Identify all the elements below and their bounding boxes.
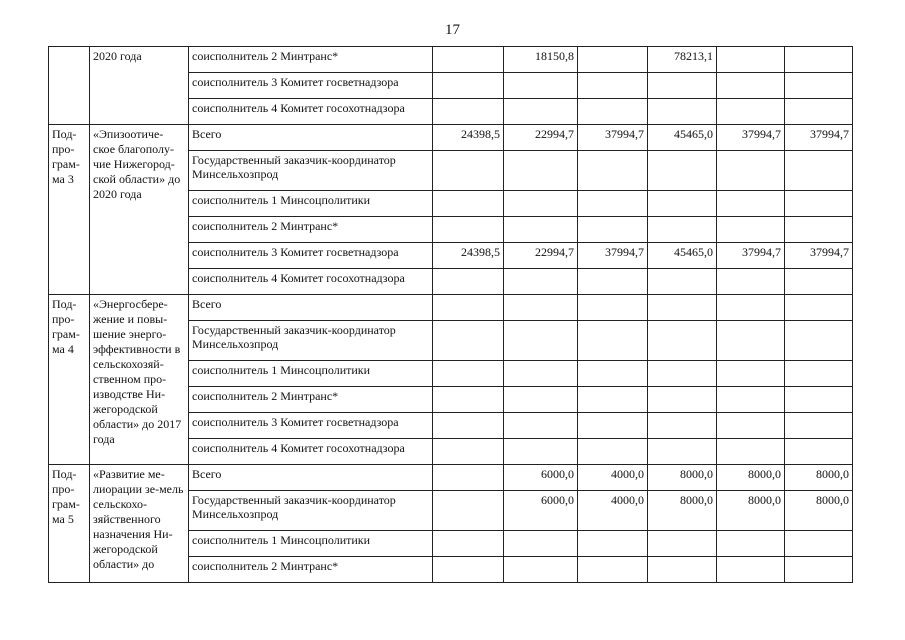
value-cell bbox=[578, 557, 648, 583]
value-cell bbox=[717, 361, 785, 387]
value-cell bbox=[785, 295, 853, 321]
value-cell bbox=[648, 531, 717, 557]
table-row bbox=[49, 47, 853, 73]
value-cell bbox=[433, 465, 504, 491]
executor-cell: соисполнитель 3 Комитет госветнадзора bbox=[189, 413, 433, 439]
value-cell: 78213,1 bbox=[648, 47, 717, 73]
subprogram-name: «Развитие ме-лиорации зе-мель сельскохо-зяйственного назначения Ни-жегородской области» до bbox=[90, 465, 189, 583]
value-cell bbox=[578, 99, 648, 125]
value-cell bbox=[433, 413, 504, 439]
subprogram-label: Под-про-грам-ма 3 bbox=[49, 125, 90, 295]
executor-cell: соисполнитель 3 Комитет госветнадзора bbox=[189, 73, 433, 99]
value-cell bbox=[433, 217, 504, 243]
executor-cell: соисполнитель 2 Минтранс* bbox=[189, 217, 433, 243]
subprogram-label: Под-про-грам-ма 4 bbox=[49, 295, 90, 465]
value-cell bbox=[717, 531, 785, 557]
value-cell bbox=[433, 295, 504, 321]
value-cell bbox=[648, 413, 717, 439]
value-cell bbox=[504, 557, 578, 583]
value-cell: 37994,7 bbox=[578, 125, 648, 151]
value-cell bbox=[433, 361, 504, 387]
subprogram-label: Под-про-грам-ма 5 bbox=[49, 465, 90, 583]
value-cell bbox=[648, 151, 717, 191]
value-cell bbox=[504, 387, 578, 413]
executor-cell: соисполнитель 2 Минтранс* bbox=[189, 557, 433, 583]
value-cell bbox=[717, 321, 785, 361]
value-cell bbox=[717, 99, 785, 125]
budget-table bbox=[48, 46, 853, 583]
value-cell: 37994,7 bbox=[717, 125, 785, 151]
value-cell bbox=[504, 217, 578, 243]
executor-cell: Всего bbox=[189, 465, 433, 491]
value-cell bbox=[578, 73, 648, 99]
value-cell: 8000,0 bbox=[785, 465, 853, 491]
value-cell bbox=[433, 99, 504, 125]
value-cell: 37994,7 bbox=[578, 243, 648, 269]
value-cell bbox=[648, 439, 717, 465]
executor-cell: Всего bbox=[189, 125, 433, 151]
value-cell: 45465,0 bbox=[648, 125, 717, 151]
executor-cell: соисполнитель 1 Минсоцполитики bbox=[189, 531, 433, 557]
value-cell bbox=[504, 295, 578, 321]
value-cell bbox=[648, 321, 717, 361]
table-row bbox=[49, 295, 853, 321]
value-cell bbox=[785, 99, 853, 125]
value-cell bbox=[717, 295, 785, 321]
value-cell bbox=[433, 73, 504, 99]
value-cell bbox=[648, 73, 717, 99]
executor-cell: Всего bbox=[189, 295, 433, 321]
value-cell bbox=[578, 531, 648, 557]
value-cell bbox=[433, 557, 504, 583]
value-cell bbox=[648, 191, 717, 217]
executor-cell: соисполнитель 2 Минтранс* bbox=[189, 47, 433, 73]
value-cell bbox=[578, 439, 648, 465]
value-cell bbox=[578, 47, 648, 73]
value-cell: 8000,0 bbox=[785, 491, 853, 531]
value-cell bbox=[785, 557, 853, 583]
value-cell: 37994,7 bbox=[785, 243, 853, 269]
page-number: 17 bbox=[445, 22, 460, 38]
value-cell: 22994,7 bbox=[504, 125, 578, 151]
executor-cell: соисполнитель 1 Минсоцполитики bbox=[189, 191, 433, 217]
value-cell: 22994,7 bbox=[504, 243, 578, 269]
value-cell bbox=[578, 321, 648, 361]
value-cell bbox=[578, 295, 648, 321]
executor-cell: соисполнитель 2 Минтранс* bbox=[189, 387, 433, 413]
value-cell bbox=[578, 269, 648, 295]
value-cell bbox=[785, 191, 853, 217]
value-cell bbox=[785, 361, 853, 387]
subprogram-label bbox=[49, 47, 90, 125]
value-cell bbox=[433, 439, 504, 465]
value-cell bbox=[648, 557, 717, 583]
table-row bbox=[49, 125, 853, 151]
value-cell: 18150,8 bbox=[504, 47, 578, 73]
value-cell bbox=[785, 439, 853, 465]
value-cell bbox=[785, 47, 853, 73]
value-cell: 37994,7 bbox=[785, 125, 853, 151]
value-cell bbox=[433, 191, 504, 217]
subprogram-name: 2020 года bbox=[90, 47, 189, 125]
value-cell bbox=[648, 295, 717, 321]
subprogram-name: «Эпизоотиче-ское благополу-чие Нижегород-ской области» до 2020 года bbox=[90, 125, 189, 295]
value-cell bbox=[433, 151, 504, 191]
value-cell bbox=[717, 557, 785, 583]
value-cell: 24398,5 bbox=[433, 125, 504, 151]
value-cell bbox=[433, 491, 504, 531]
executor-cell: Государственный заказчик-координатор Минсельхозпрод bbox=[189, 491, 433, 531]
value-cell bbox=[648, 99, 717, 125]
value-cell bbox=[504, 151, 578, 191]
value-cell bbox=[504, 439, 578, 465]
executor-cell: Государственный заказчик-координатор Минсельхозпрод bbox=[189, 321, 433, 361]
executor-cell: Государственный заказчик-координатор Минсельхозпрод bbox=[189, 151, 433, 191]
value-cell bbox=[433, 269, 504, 295]
value-cell bbox=[648, 217, 717, 243]
table-row bbox=[49, 465, 853, 491]
value-cell bbox=[785, 531, 853, 557]
value-cell: 8000,0 bbox=[648, 491, 717, 531]
value-cell bbox=[785, 269, 853, 295]
value-cell bbox=[504, 321, 578, 361]
value-cell: 8000,0 bbox=[648, 465, 717, 491]
value-cell bbox=[717, 217, 785, 243]
value-cell bbox=[578, 191, 648, 217]
value-cell: 37994,7 bbox=[717, 243, 785, 269]
value-cell bbox=[504, 99, 578, 125]
value-cell: 8000,0 bbox=[717, 465, 785, 491]
value-cell bbox=[717, 191, 785, 217]
value-cell bbox=[578, 361, 648, 387]
value-cell bbox=[578, 151, 648, 191]
executor-cell: соисполнитель 4 Комитет госохотнадзора bbox=[189, 439, 433, 465]
subprogram-name: «Энергосбере-жение и повы-шение энерго-эффективности в сельскохозяй-ственном про-изводстве Ни-жегородской области» до 2017 года bbox=[90, 295, 189, 465]
value-cell bbox=[504, 361, 578, 387]
value-cell: 4000,0 bbox=[578, 465, 648, 491]
value-cell bbox=[648, 269, 717, 295]
value-cell: 24398,5 bbox=[433, 243, 504, 269]
value-cell bbox=[504, 531, 578, 557]
value-cell bbox=[785, 413, 853, 439]
value-cell bbox=[717, 413, 785, 439]
value-cell bbox=[648, 361, 717, 387]
value-cell bbox=[433, 321, 504, 361]
value-cell bbox=[785, 321, 853, 361]
value-cell: 8000,0 bbox=[717, 491, 785, 531]
value-cell bbox=[717, 387, 785, 413]
value-cell bbox=[578, 413, 648, 439]
value-cell bbox=[504, 413, 578, 439]
value-cell bbox=[504, 269, 578, 295]
value-cell bbox=[433, 387, 504, 413]
value-cell bbox=[433, 531, 504, 557]
value-cell bbox=[785, 217, 853, 243]
value-cell bbox=[785, 73, 853, 99]
value-cell bbox=[504, 191, 578, 217]
value-cell: 6000,0 bbox=[504, 491, 578, 531]
value-cell bbox=[578, 217, 648, 243]
executor-cell: соисполнитель 1 Минсоцполитики bbox=[189, 361, 433, 387]
executor-cell: соисполнитель 3 Комитет госветнадзора bbox=[189, 243, 433, 269]
value-cell bbox=[717, 439, 785, 465]
value-cell: 6000,0 bbox=[504, 465, 578, 491]
executor-cell: соисполнитель 4 Комитет госохотнадзора bbox=[189, 99, 433, 125]
value-cell bbox=[504, 73, 578, 99]
value-cell bbox=[717, 73, 785, 99]
value-cell bbox=[717, 47, 785, 73]
value-cell bbox=[433, 47, 504, 73]
value-cell bbox=[578, 387, 648, 413]
value-cell: 45465,0 bbox=[648, 243, 717, 269]
value-cell bbox=[717, 269, 785, 295]
value-cell: 4000,0 bbox=[578, 491, 648, 531]
value-cell bbox=[785, 151, 853, 191]
value-cell bbox=[717, 151, 785, 191]
executor-cell: соисполнитель 4 Комитет госохотнадзора bbox=[189, 269, 433, 295]
value-cell bbox=[785, 387, 853, 413]
value-cell bbox=[648, 387, 717, 413]
